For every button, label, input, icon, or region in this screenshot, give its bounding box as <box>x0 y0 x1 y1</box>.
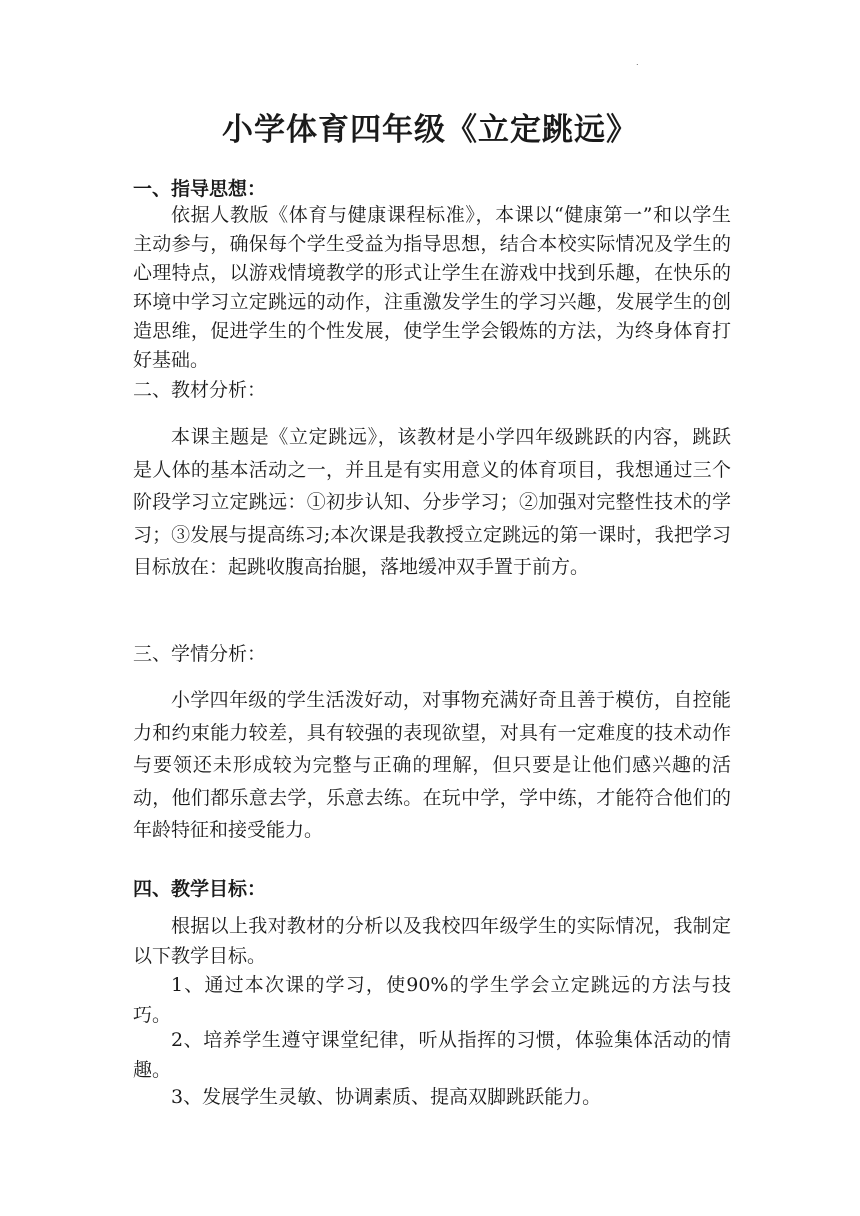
teaching-goal-item: 1、通过本次课的学习，使90%的学生学会立定跳远的方法与技巧。 <box>133 974 731 1026</box>
section-text-learner-analysis: 小学四年级的学生活泼好动，对事物充满好奇且善于模仿，自控能力和约束能力较差，具有较强的表现欲望，对具有一定难度的技术动作与要领还未形成较为完整与正确的理解，但只要是让他们感兴趣的活动，他们都乐意去学，乐意去练。在玩中学，学中练，才能符合他们的年龄特征和接受能力。 <box>133 689 731 841</box>
section-heading-teaching-goals: 四、教学目标： <box>133 878 267 900</box>
document-title: 小学体育四年级《立定跳远》 <box>222 112 638 148</box>
teaching-goals-intro: 根据以上我对教材的分析以及我校四年级学生的实际情况，我制定以下教学目标。 <box>133 915 731 967</box>
teaching-goal-item: 3、发展学生灵敏、协调素质、提高双脚跳跃能力。 <box>171 1086 602 1108</box>
page-mark: . <box>636 58 639 67</box>
section-heading-textbook-analysis: 二、教材分析： <box>133 379 267 401</box>
section-heading-learner-analysis: 三、学情分析： <box>133 643 267 665</box>
section-heading-guiding-ideology: 一、指导思想： <box>133 178 267 200</box>
section-text-guiding-ideology: 依据人教版《体育与健康课程标准》，本课以“健康第一”和以学生主动参与，确保每个学生受益为指导思想，结合本校实际情况及学生的心理特点，以游戏情境教学的形式让学生在游戏中找到乐趣，在快乐的环境中学习立定跳远的动作，注重激发学生的学习兴趣，发展学生的创造思维，促进学生的个性发展，使学生学会锻炼的方法，为终身体育打好基础。 <box>133 204 731 371</box>
section-text-textbook-analysis: 本课主题是《立定跳远》，该教材是小学四年级跳跃的内容，跳跃是人体的基本活动之一，并且是有实用意义的体育项目，我想通过三个阶段学习立定跳远：①初步认知、分步学习；②加强对完整性技术的学习；③发展与提高练习;本次课是我教授立定跳远的第一课时，我把学习目标放在：起跳收腹高抬腿，落地缓冲双手置于前方。 <box>133 426 731 578</box>
teaching-goal-item: 2、培养学生遵守课堂纪律，听从指挥的习惯，体验集体活动的情趣。 <box>133 1029 731 1081</box>
